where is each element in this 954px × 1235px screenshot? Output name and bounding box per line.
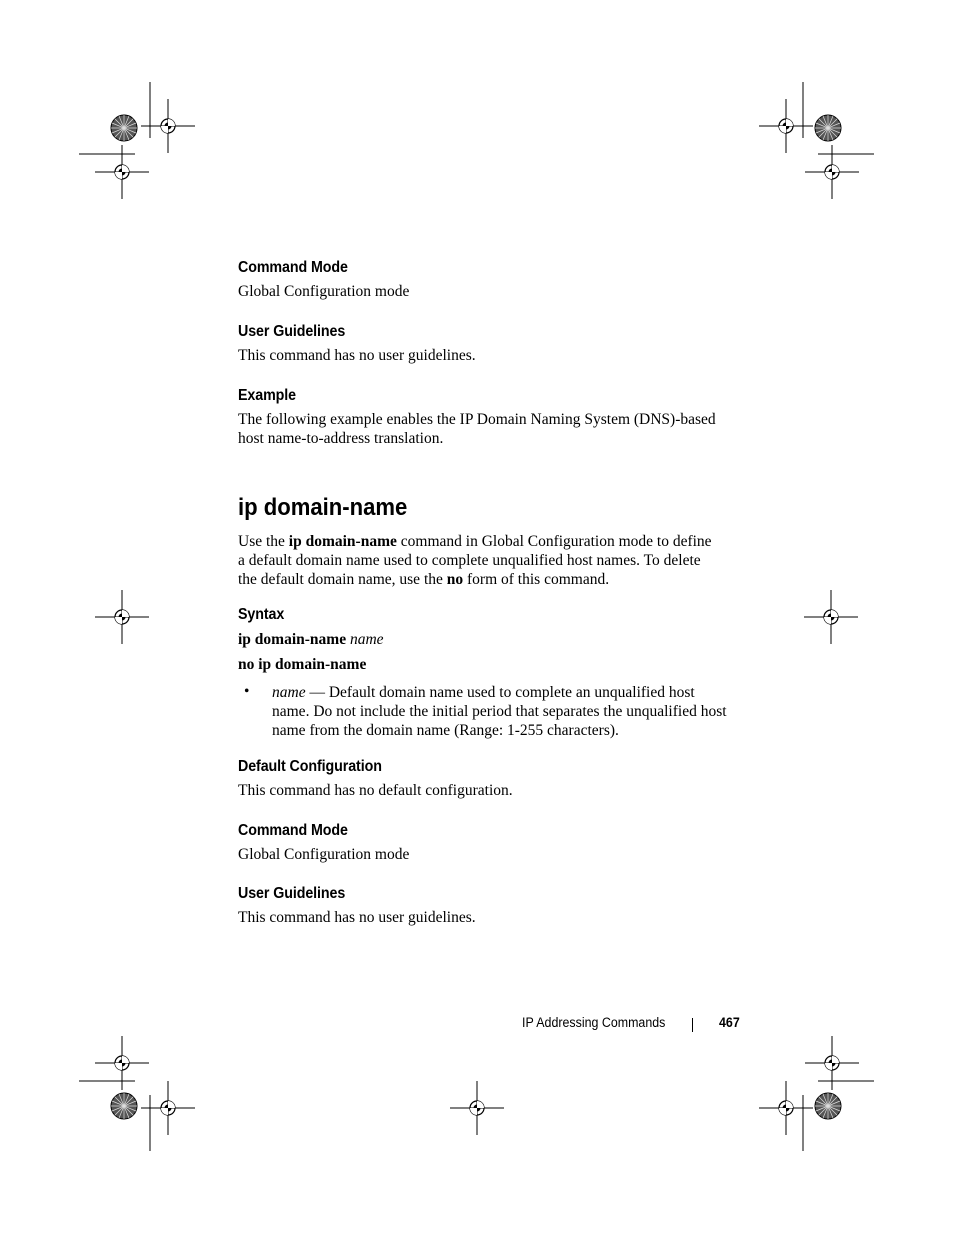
section-text: This command has no default configuration. [238,782,513,799]
section-heading: Syntax [238,606,285,623]
param-name: name [272,684,306,701]
param-text: — Default domain name used to complete an unqualified host [305,684,695,701]
param-line-3: name from the domain name (Range: 1-255 characters). [272,722,619,739]
param-line-1 [272,683,742,702]
section-text: This command has no user guidelines. [238,347,476,364]
section-command-mode-top [238,259,738,301]
section-heading: User Guidelines [238,885,346,902]
intro-text: form of this command. [463,571,610,588]
syntax-no-command: no ip domain-name [238,656,367,673]
section-syntax [238,606,738,674]
section-text: Global Configuration mode [238,283,410,300]
footer-separator [692,1018,693,1032]
intro-no-bold: no [446,571,464,588]
intro-line-1 [238,532,758,551]
intro-line-3 [238,570,758,589]
section-example [238,387,758,448]
param-line-2: name. Do not include the initial period that separates the unqualified host [272,703,727,720]
section-heading: Command Mode [238,822,348,839]
section-heading: Command Mode [238,259,348,276]
syntax-line-2 [238,655,738,674]
example-text-line-2: host name-to-address translation. [238,430,444,447]
section-user-guidelines-bottom [238,885,738,927]
footer-page-number: 467 [719,1015,740,1030]
intro-text: Use the [238,533,289,550]
command-section [238,494,738,522]
intro-text: command in Global Configuration mode to define [396,533,712,550]
command-title: ip domain-name [238,494,408,521]
syntax-command: ip domain-name [238,631,347,648]
section-text: Global Configuration mode [238,846,410,863]
intro-command-bold: ip domain-name [288,533,397,550]
example-text-line-1: The following example enables the IP Domain Naming System (DNS)-based [238,411,716,428]
command-intro [238,532,758,589]
section-heading: Default Configuration [238,758,382,775]
section-text: This command has no user guidelines. [238,909,476,926]
intro-line-2: a default domain name used to complete unqualified host names. To delete [238,552,701,569]
syntax-parameter-description [272,683,742,740]
syntax-line-1 [238,630,738,649]
footer-chapter-title: IP Addressing Commands [522,1015,666,1030]
section-user-guidelines-top [238,323,738,365]
section-command-mode-bottom [238,822,738,864]
section-default-configuration [238,758,738,800]
section-heading: Example [238,387,297,404]
syntax-argument: name [349,631,384,648]
bullet-marker: • [244,683,250,700]
section-heading: User Guidelines [238,323,346,340]
intro-text: the default domain name, use the [238,571,447,588]
